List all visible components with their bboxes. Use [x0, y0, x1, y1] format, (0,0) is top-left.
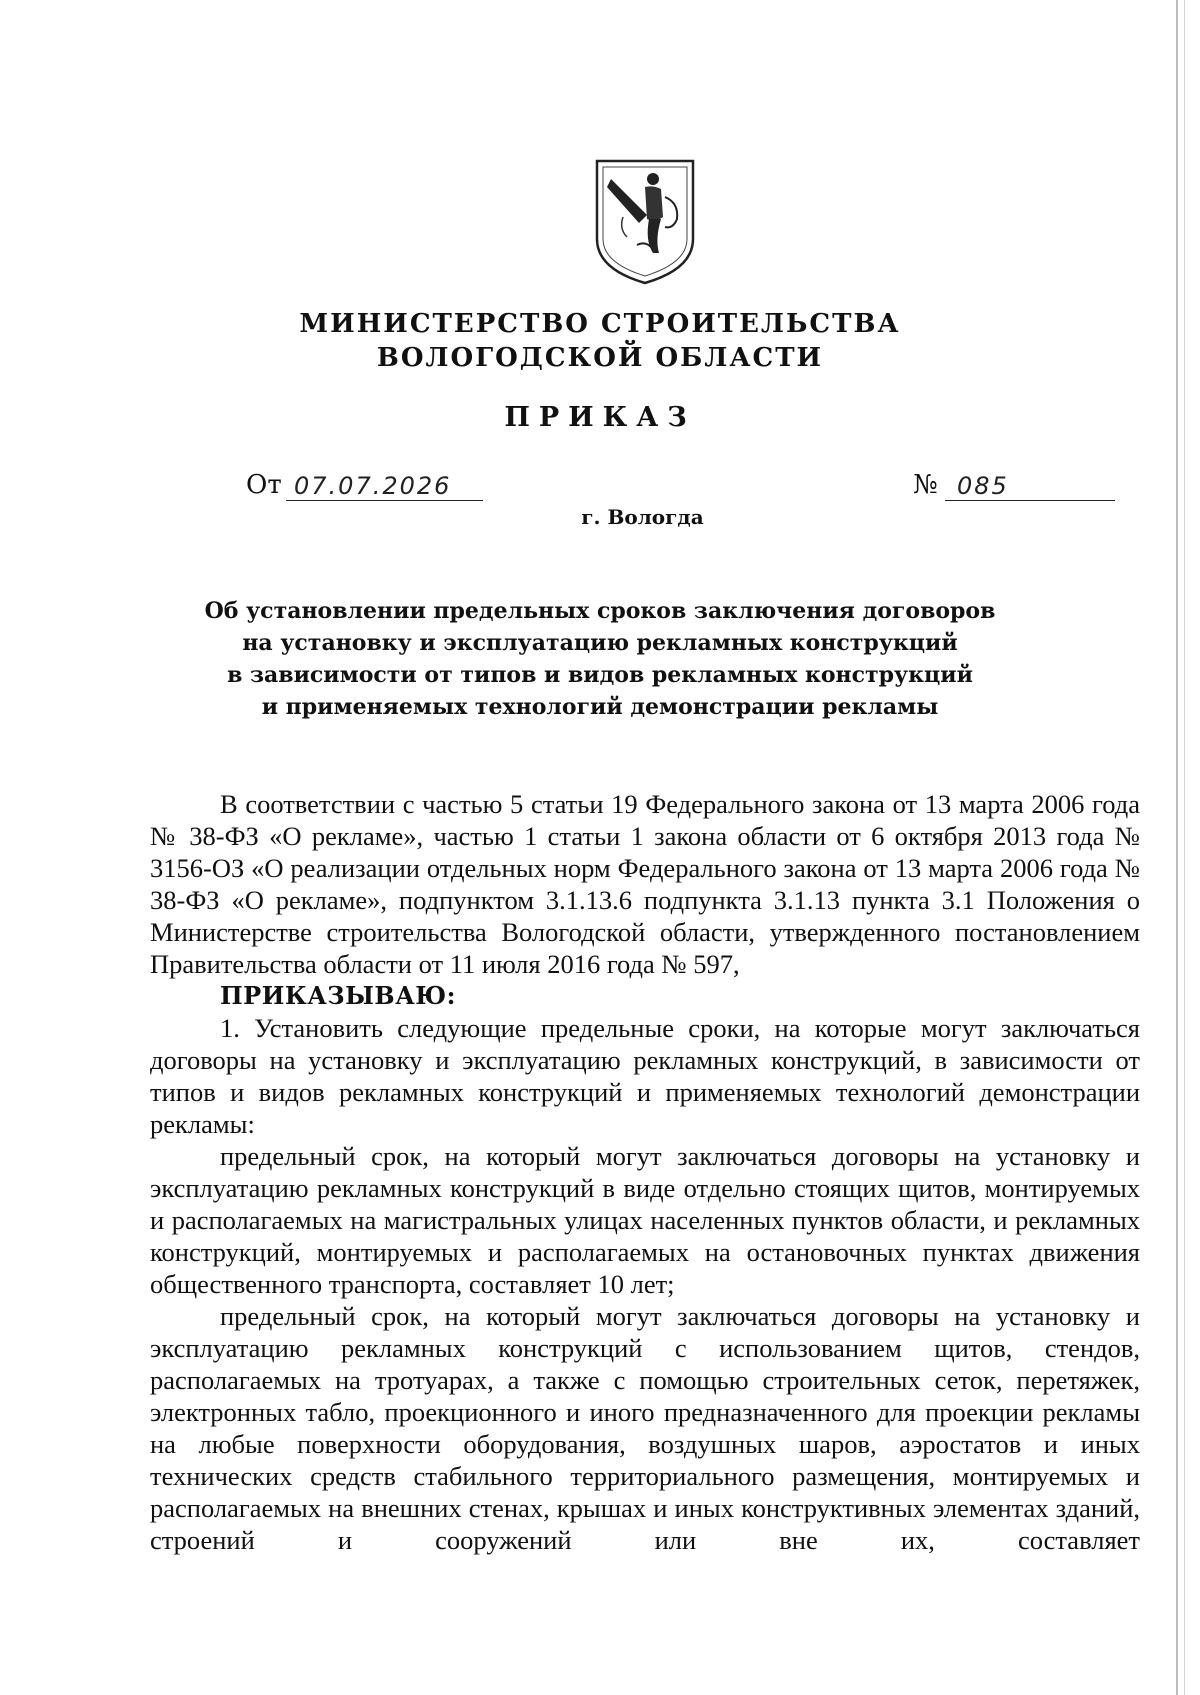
item-1-paragraph: 1. Установить следующие предельные сроки, на которые могут заключаться договоры на установку и эксплуатацию рекламных конструкций, в зависимости от типов и видов рекламных конструкций и применяемых технологий демонстрации рекламы:	[150, 1013, 1140, 1139]
scan-edge-line	[1176, 0, 1178, 1695]
number-handwritten: 085	[957, 472, 1009, 500]
date-label: От	[246, 470, 282, 500]
ministry-name-line2: ВОЛОГОДСКОЙ ОБЛАСТИ	[376, 343, 824, 373]
ministry-name	[0, 307, 1200, 375]
date-handwritten: 07.07.2026	[294, 472, 452, 500]
document-subject	[0, 595, 1200, 723]
subject-line4: и применяемых технологий демонстрации рекламы	[261, 694, 939, 720]
scan-edge-line	[1184, 0, 1185, 1695]
ministry-name-line1: МИНИСТЕРСТВО СТРОИТЕЛЬСТВА	[299, 309, 901, 339]
number-label: №	[913, 470, 938, 500]
city: г. Вологда	[581, 505, 704, 529]
coat-of-arms-emblem	[593, 157, 697, 287]
term-paragraph-b: предельный срок, на который могут заключаться договоры на установку и эксплуатацию рекламных конструкций с использованием щитов, стендов, располагаемых на тротуарах, а также с помощью строительных сеток, перетяжек, электронных табло, проекционного и иного предназначенного для проекции рекламы на любые поверхности оборудования, воздушных шаров, аэростатов и иных технических средств стабильного территориального размещения, монтируемых и располагаемых на внешних стенах, крышах и иных конструктивных элементах зданий, строений и сооружений или вне их, составляет	[150, 1301, 1140, 1555]
subject-line1: Об установлении предельных сроков заключения договоров	[204, 598, 996, 624]
document-body	[150, 788, 1140, 1556]
date-field	[286, 470, 483, 501]
preamble-paragraph: В соответствии с частью 5 статьи 19 Федерального закона от 13 марта 2006 года № 38-ФЗ «О рекламе», частью 1 статьи 1 закона области от 6 октября 2013 года № 3156-ОЗ «О реализации отдельных норм Федерального закона от 13 марта 2006 года № 38-ФЗ «О рекламе», подпунктом 3.1.13.6 подпункта 3.1.13 пункта 3.1 Положения о Министерстве строительства Вологодской области, утвержденного постановлением Правительства области от 11 июля 2016 года № 597,	[150, 789, 1140, 979]
directive-heading: ПРИКАЗЫВАЮ:	[220, 981, 456, 1010]
subject-line3: в зависимости от типов и видов рекламных конструкций	[227, 662, 973, 688]
document-type-title: ПРИКАЗ	[504, 402, 696, 433]
subject-line2: на установку и эксплуатацию рекламных конструкций	[242, 630, 958, 656]
term-paragraph-a: предельный срок, на который могут заключаться договоры на установку и эксплуатацию рекламных конструкций в виде отдельно стоящих щитов, монтируемых и располагаемых на магистральных улицах населенных пунктов области, и рекламных конструкций, монтируемых и располагаемых на остановочных пунктах движения общественного транспорта, составляет 10 лет;	[150, 1141, 1140, 1299]
number-field	[945, 470, 1115, 501]
